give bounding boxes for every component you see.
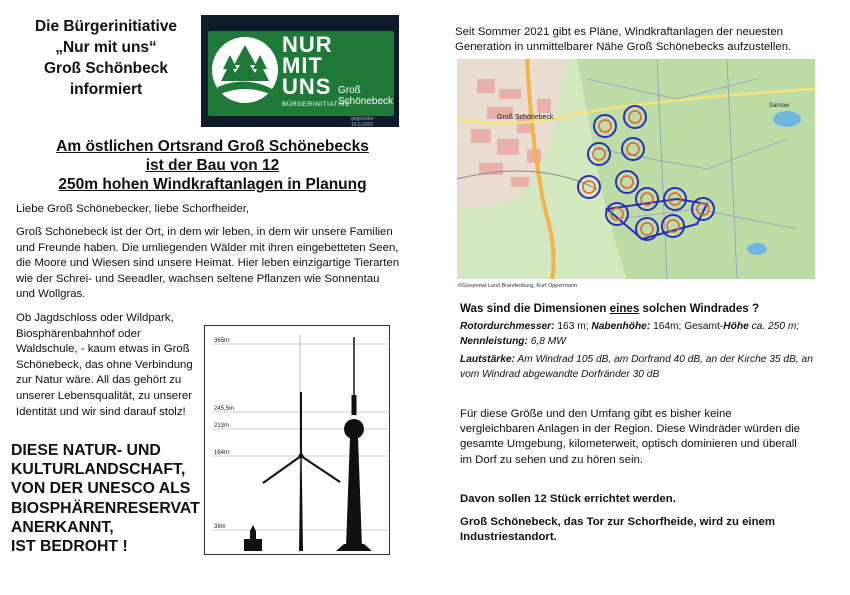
map-place-label: Sarnow bbox=[769, 103, 790, 109]
height-diagram-svg bbox=[204, 325, 390, 555]
total-label: Höhe bbox=[723, 321, 749, 332]
height-comparison-diagram bbox=[204, 325, 390, 555]
industrial-warning: Groß Schönebeck, das Tor zur Schorfheide, wird zu einem Industriestandort. bbox=[460, 516, 775, 544]
intro-paragraph: Groß Schönebeck ist der Ort, in dem wir leben, in dem wir unsere Familien und Freunde haben. Die umliegenden Wälder mit ihren eingebetteten Seen, die Moore und Wiesen sind unsere Heimat. Hier leben einzigartige Tierarten wie der Schrei- und Seeadler, wachsen seltene Pflanzen wie Sonnentau und Wollgras. bbox=[16, 226, 400, 301]
turbine-count: Davon sollen 12 Stück errichtet werden. bbox=[460, 493, 676, 505]
noise-text: Am Windrad 105 dB, am Dorfrand 40 dB, an der Kirche 35 dB, an vom Windrad abgewandte Dorfränder 30 dB bbox=[460, 354, 813, 380]
height-label-38: 38m bbox=[214, 524, 226, 530]
question-post: solchen Windrades ? bbox=[639, 302, 760, 315]
alert-line-1: DIESE NATUR- UND bbox=[11, 442, 161, 459]
noise-label: Lautstärke: bbox=[460, 354, 515, 365]
question-underlined: eines bbox=[609, 302, 640, 315]
height-label-245: 245,5m bbox=[214, 406, 235, 412]
map-town-label: Groß Schönebeck bbox=[497, 114, 554, 121]
map-svg bbox=[457, 59, 815, 279]
turbine-specs bbox=[460, 320, 820, 349]
logo-nur: NUR bbox=[282, 32, 333, 57]
logo-tree-emblem bbox=[212, 37, 278, 103]
logo-mit: MIT bbox=[282, 53, 323, 78]
rotor-label: Rotordurchmesser: bbox=[460, 321, 555, 332]
logo-place-a: Groß bbox=[338, 85, 361, 96]
rotor-value: 163 m; bbox=[554, 321, 592, 332]
map-credit: ©Geoportal Land Brandenburg, Kurt Oppermann bbox=[458, 283, 578, 289]
initiative-title bbox=[16, 16, 196, 100]
logo-founded: gegründet · 15.6.2020 bbox=[351, 116, 377, 128]
comparison-paragraph: Für diese Größe und den Umfang gibt es bisher keine vergleichbaren Anlagen in der Region. Diese Windräder würden die gesamte Umgebung, kilometerweit, optisch dominieren und überall im Dorf zu sehen und zu hören sein. bbox=[460, 408, 801, 466]
title-line-4: informiert bbox=[69, 81, 143, 98]
alert-line-4: BIOSPHÄRENRESERVAT bbox=[11, 499, 200, 517]
nature-paragraph: Ob Jagdschloss oder Wildpark, Biosphärenbahnhof oder Waldschule, - kaum etwas in Groß Schönebeck, das ohne Verbindung zur Natur wäre. All das gehört zu unserer Lebensqualität, zu unserer Identität und wir sind darauf stolz! bbox=[16, 312, 193, 418]
hub-label: Nabenhöhe: bbox=[591, 321, 651, 332]
total-value: ca. 250 m; bbox=[748, 321, 800, 332]
dimensions-question bbox=[460, 302, 759, 315]
alert-line-5: ANERKANNT, bbox=[11, 518, 114, 536]
trees-icon bbox=[212, 37, 278, 103]
initiative-logo bbox=[201, 15, 399, 127]
greeting: Liebe Groß Schönebecker, liebe Schorfheider, bbox=[16, 203, 250, 215]
title-line-2: „Nur mit uns“ bbox=[55, 39, 157, 56]
logo-subtitle: BÜRGERINITIATIVE bbox=[282, 101, 351, 108]
power-value: 6,8 MW bbox=[527, 335, 566, 347]
question-pre: Was sind die Dimensionen bbox=[460, 302, 610, 315]
height-label-365: 365m bbox=[214, 338, 230, 344]
alert-line-3: VON DER UNESCO ALS bbox=[11, 480, 191, 498]
noise-levels bbox=[460, 353, 820, 382]
logo-uns: UNS bbox=[282, 74, 332, 99]
alert-line-2: KULTURLANDSCHAFT, bbox=[11, 461, 186, 479]
alert-statement bbox=[11, 441, 231, 556]
wind-farm-map bbox=[457, 59, 815, 279]
logo-wordmark bbox=[282, 34, 333, 97]
height-label-213: 213m bbox=[214, 423, 230, 429]
height-label-164: 164m bbox=[214, 450, 230, 456]
headline-line-1: Am östlichen Ortsrand Groß Schönebecks bbox=[56, 138, 369, 155]
plans-intro: Seit Sommer 2021 gibt es Pläne, Windkraftanlagen der neuesten Generation in unmittelbarer Nähe Groß Schönebecks aufzustellen. bbox=[455, 26, 792, 53]
main-headline bbox=[30, 137, 395, 194]
logo-panel bbox=[208, 31, 394, 116]
logo-place-b: Schönebeck bbox=[338, 96, 394, 107]
headline-line-2: ist der Bau von 12 bbox=[145, 157, 280, 174]
power-label: Nennleistung: bbox=[460, 335, 528, 347]
alert-line-6: IST BEDROHT ! bbox=[11, 538, 128, 556]
hub-value: 164m; Gesamt- bbox=[650, 321, 724, 332]
headline-line-3: 250m hohen Windkraftanlagen in Planung bbox=[58, 176, 367, 193]
title-line-1: Die Bürgerinitiative bbox=[34, 18, 178, 35]
title-line-3: Groß Schönbeck bbox=[43, 60, 169, 77]
